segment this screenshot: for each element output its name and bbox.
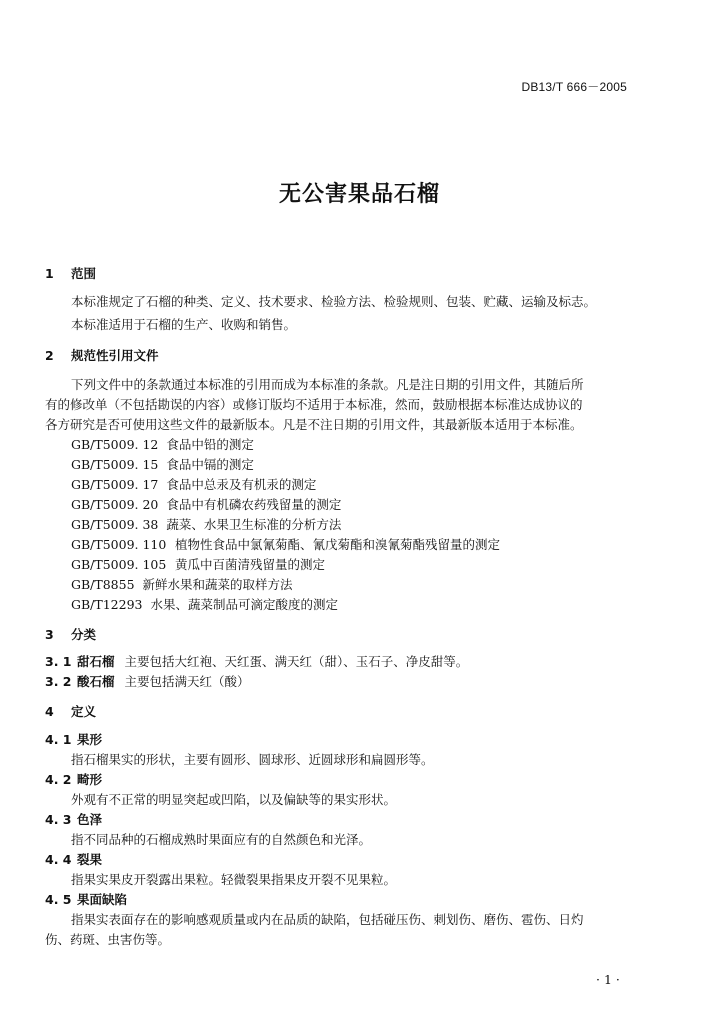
section-number: 3 [45, 627, 54, 642]
section-title: 范围 [71, 266, 97, 281]
item-text: 主要包括满天红（酸） [124, 674, 250, 689]
definition-term [45, 810, 112, 828]
reference-title: 食品中镉的测定 [166, 457, 254, 472]
reference-title: 食品中总汞及有机汞的测定 [166, 477, 317, 492]
section-title: 定义 [71, 704, 97, 719]
item-term: 裂果 [77, 852, 103, 867]
reference-title: 水果、蔬菜制品可滴定酸度的测定 [150, 597, 338, 612]
definition-term [45, 730, 112, 748]
reference-code: GB/T5009. 38 [71, 517, 159, 532]
reference-code: GB/T8855 [71, 577, 135, 592]
item-number: 3. 1 [45, 654, 72, 669]
item-term: 甜石榴 [77, 654, 115, 669]
reference-code: GB/T5009. 110 [71, 537, 167, 552]
section-number: 4 [45, 704, 54, 719]
item-term: 果形 [77, 732, 103, 747]
reference-item [71, 595, 338, 613]
reference-item [71, 475, 316, 493]
item-number: 4. 2 [45, 772, 72, 787]
item-number: 4. 4 [45, 852, 72, 867]
reference-title: 食品中铅的测定 [166, 437, 254, 452]
section-number: 1 [45, 266, 54, 281]
item-term: 色泽 [77, 812, 103, 827]
reference-code: GB/T5009. 105 [71, 557, 167, 572]
reference-item [71, 515, 341, 533]
definition-text: 指果实果皮开裂露出果粒。轻微裂果指果皮开裂不见果粒。 [71, 872, 397, 887]
definition-text: 指果实表面存在的影响感观质量或内在品质的缺陷，包括碰压伤、刺划伤、磨伤、雹伤、日灼 [71, 912, 584, 927]
reference-title: 新鲜水果和蔬菜的取样方法 [142, 577, 293, 592]
paragraph: 本标准规定了石榴的种类、定义、技术要求、检验方法、检验规则、包装、贮藏、运输及标志。 [71, 294, 597, 309]
reference-code: GB/T12293 [71, 597, 143, 612]
reference-code: GB/T5009. 15 [71, 457, 159, 472]
item-text: 主要包括大红袍、天红蛋、满天红（甜）、玉石子、净皮甜等。 [124, 654, 469, 669]
section-3-heading [45, 625, 96, 643]
section-4-heading [45, 702, 96, 720]
reference-item [71, 535, 500, 553]
reference-item [71, 455, 254, 473]
reference-item [71, 575, 293, 593]
item-number: 3. 2 [45, 674, 72, 689]
reference-code: GB/T5009. 17 [71, 477, 159, 492]
definition-term [45, 890, 137, 908]
item-term: 畸形 [77, 772, 103, 787]
section-number: 2 [45, 348, 54, 363]
section-title: 规范性引用文件 [71, 348, 159, 363]
item-term: 果面缺陷 [77, 892, 128, 907]
item-term: 酸石榴 [77, 674, 115, 689]
definition-text: 外观有不正常的明显突起或凹陷，以及偏缺等的果实形状。 [71, 792, 397, 807]
definition-text: 指石榴果实的形状，主要有圆形、圆球形、近圆球形和扁圆形等。 [71, 752, 434, 767]
reference-title: 食品中有机磷农药残留量的测定 [166, 497, 342, 512]
item-number: 4. 3 [45, 812, 72, 827]
item-number: 4. 1 [45, 732, 72, 747]
item-number: 4. 5 [45, 892, 72, 907]
reference-title: 植物性食品中氯氰菊酯、氰戊菊酯和溴氰菊酯残留量的测定 [175, 537, 501, 552]
reference-title: 蔬菜、水果卫生标准的分析方法 [166, 517, 342, 532]
definition-term [45, 770, 112, 788]
reference-item [71, 495, 341, 513]
standard-code: DB13/T 666－2005 [521, 80, 627, 94]
definition-term [45, 850, 112, 868]
definition-text: 指不同品种的石榴成熟时果面应有的自然颜色和光泽。 [71, 832, 372, 847]
paragraph: 本标准适用于石榴的生产、收购和销售。 [71, 317, 297, 332]
reference-item [71, 435, 254, 453]
section-2-heading [45, 346, 159, 364]
classification-item [45, 672, 250, 690]
document-title: 无公害果品石榴 [278, 182, 440, 207]
page-number: · 1 · [596, 972, 620, 987]
intro-line: 下列文件中的条款通过本标准的引用而成为本标准的条款。凡是注日期的引用文件，其随后所 [71, 377, 584, 392]
reference-code: GB/T5009. 12 [71, 437, 159, 452]
section-title: 分类 [71, 627, 97, 642]
intro-line: 各方研究是否可使用这些文件的最新版本。凡是不注日期的引用文件，其最新版本适用于本标准。 [45, 417, 583, 432]
reference-item [71, 555, 325, 573]
intro-line: 有的修改单（不包括勘误的内容）或修订版均不适用于本标准，然而，鼓励根据本标准达成协议的 [45, 397, 583, 412]
section-1-heading [45, 264, 96, 282]
classification-item [45, 652, 468, 670]
reference-code: GB/T5009. 20 [71, 497, 159, 512]
reference-title: 黄瓜中百菌清残留量的测定 [175, 557, 326, 572]
definition-text: 伤、药斑、虫害伤等。 [45, 932, 171, 947]
